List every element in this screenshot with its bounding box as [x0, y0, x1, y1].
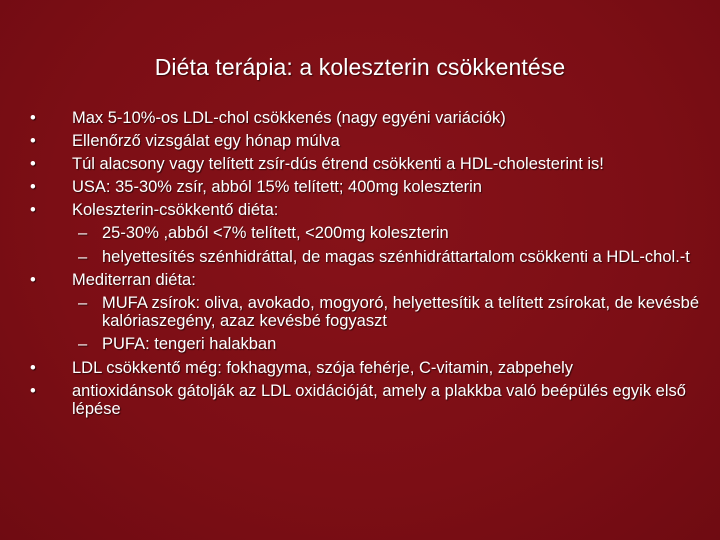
sub-list: [72, 294, 700, 354]
bullet-icon: •: [30, 201, 36, 220]
sub-list-item: [72, 224, 700, 243]
bullet-icon: •: [30, 381, 36, 400]
list-item-text: USA: 35-30% zsír, abból 15% telített; 400mg koleszterin: [72, 178, 482, 197]
slide-title: Diéta terápia: a koleszterin csökkentése: [154, 54, 566, 80]
dash-icon: –: [78, 335, 88, 354]
dash-icon: –: [78, 224, 88, 243]
dash-icon: –: [78, 247, 88, 266]
sub-list-item-text: 25-30% ,abból <7% telített, <200mg koleszterin: [102, 224, 449, 243]
list-item: [30, 271, 700, 354]
list-item-text: antioxidánsok gátolják az LDL oxidációját, amely a plakkba való beépülés egyik első lépése: [72, 381, 686, 419]
sub-list-item-text: helyettesítés szénhidráttal, de magas szénhidráttartalom csökkenti a HDL-chol.-t: [102, 247, 690, 266]
bullet-icon: •: [30, 132, 36, 151]
dash-icon: –: [78, 293, 88, 312]
bullet-icon: •: [30, 270, 36, 289]
list-item: [30, 382, 700, 419]
list-item-text: LDL csökkentő még: fokhagyma, szója fehérje, C-vitamin, zabpehely: [72, 358, 574, 377]
list-item-text: Túl alacsony vagy telített zsír-dús étrend csökkenti a HDL-cholesterint is!: [72, 155, 604, 174]
list-item: [30, 155, 700, 174]
sub-list-item: [72, 335, 700, 354]
list-item-text: Max 5-10%-os LDL-chol csökkenés (nagy egyéni variációk): [72, 109, 506, 127]
sub-list-item: [72, 248, 700, 267]
list-item: [30, 201, 700, 266]
list-item: [30, 132, 700, 151]
list-item-text: Koleszterin-csökkentő diéta:: [72, 201, 279, 220]
bullet-list: [30, 109, 700, 423]
list-item: [30, 178, 700, 197]
bullet-icon: •: [30, 178, 36, 197]
list-item-text: Ellenőrző vizsgálat egy hónap múlva: [72, 132, 340, 151]
bullet-icon: •: [30, 109, 36, 127]
bullet-icon: •: [30, 155, 36, 174]
list-item: [30, 359, 700, 378]
sub-list: [72, 224, 700, 266]
list-item-text: Mediterran diéta:: [72, 270, 196, 289]
sub-list-item: [72, 294, 700, 331]
sub-list-item-text: MUFA zsírok: oliva, avokado, mogyoró, helyettesítik a telített zsírokat, de kevésbé kalóriaszegény, azaz kevésbé fogyaszt: [102, 293, 700, 331]
bullet-icon: •: [30, 358, 36, 377]
list-item: [30, 109, 700, 128]
sub-list-item-text: PUFA: tengeri halakban: [102, 335, 277, 354]
